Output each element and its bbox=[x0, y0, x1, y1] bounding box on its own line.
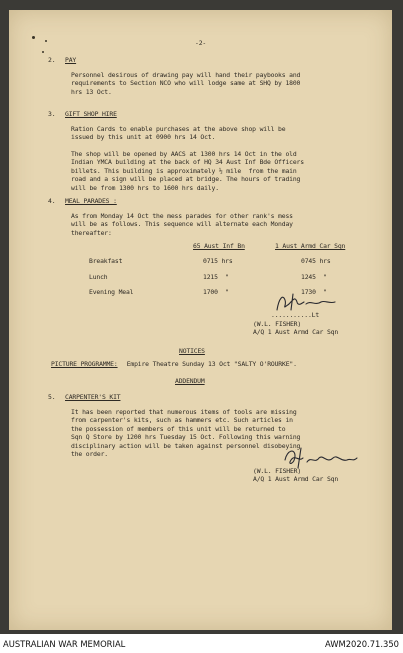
table-cell: 0715 hrs bbox=[203, 257, 233, 265]
section-number: 3. bbox=[48, 110, 56, 118]
signature-line: ...........Lt bbox=[271, 311, 320, 319]
table-cell: 1700 " bbox=[203, 288, 229, 296]
picture-programme-label: PICTURE PROGRAMME: bbox=[51, 360, 118, 368]
table-row-meal: Breakfast bbox=[89, 257, 123, 265]
signatory-name: (W.L. FISHER) bbox=[253, 467, 302, 475]
pay-paragraph: Personnel desirous of drawing pay will hand their paybooks and requirements to Section NCO who will lodge same at SHQ by 1800 hrs 13 Oct. bbox=[71, 71, 301, 96]
page-number: -2- bbox=[195, 39, 207, 47]
section-number: 2. bbox=[48, 56, 56, 64]
carpenters-kit-paragraph: It has been reported that numerous items of tools are missing from carpenter's kits, such as hammers etc. Such articles in the possession of members of this unit will be returned to Sqn Q Store by 1200 hrs Tuesday 15 Oct. Following this warning disciplinary action will be taken against personnel disobeying the order. bbox=[71, 408, 301, 459]
document-page bbox=[9, 10, 392, 630]
punch-mark bbox=[42, 51, 44, 53]
table-cell: 0745 hrs bbox=[301, 257, 331, 265]
archive-name: AUSTRALIAN WAR MEMORIAL bbox=[3, 639, 126, 649]
section-heading-carpenters-kit: CARPENTER'S KIT bbox=[65, 393, 121, 401]
section-heading-gift-shop: GIFT SHOP HIRE bbox=[65, 110, 117, 118]
gift-shop-paragraph-2: The shop will be opened by AACS at 1300 hrs 14 Oct in the old Indian YMCA building at the back of HQ 34 Aust Inf Bde Officers billets. This building is approximately ½ mile from the main road and a sign will be placed at bridge. The hours of trading will be from 1300 hrs to 1600 hrs daily. bbox=[71, 150, 304, 192]
section-number: 4. bbox=[48, 197, 56, 205]
notices-heading: NOTICES bbox=[179, 347, 205, 355]
signatory-name: (W.L. FISHER) bbox=[253, 320, 302, 328]
section-number: 5. bbox=[48, 393, 56, 401]
table-column-header: 1 Aust Armd Car Sqn bbox=[275, 242, 346, 250]
punch-mark bbox=[45, 40, 47, 42]
signatory-unit: A/Q 1 Aust Armd Car Sqn bbox=[253, 475, 339, 483]
table-cell: 1245 " bbox=[301, 273, 327, 281]
archive-caption-bar bbox=[0, 634, 403, 653]
meal-parades-paragraph: As from Monday 14 Oct the mess parades for other rank's mess will be as follows. This sequence will alternate each Monday thereafter: bbox=[71, 212, 293, 237]
table-row-meal: Evening Meal bbox=[89, 288, 134, 296]
punch-mark bbox=[32, 36, 35, 39]
catalogue-number: AWM2020.71.350 bbox=[324, 639, 399, 649]
section-heading-pay: PAY bbox=[65, 56, 77, 64]
table-cell: 1730 " bbox=[301, 288, 327, 296]
picture-programme-text: Empire Theatre Sunday 13 Oct "SALTY O'ROURKE". bbox=[123, 360, 297, 368]
signatory-unit: A/Q 1 Aust Armd Car Sqn bbox=[253, 328, 339, 336]
table-cell: 1215 " bbox=[203, 273, 229, 281]
addendum-heading: ADDENDUM bbox=[175, 377, 205, 385]
section-heading-meal-parades: MEAL PARADES : bbox=[65, 197, 117, 205]
table-column-header: 65 Aust Inf Bn bbox=[193, 242, 245, 250]
gift-shop-paragraph-1: Ration Cards to enable purchases at the above shop will be issued by this unit at 0900 hrs 14 Oct. bbox=[71, 125, 286, 142]
table-row-meal: Lunch bbox=[89, 273, 108, 281]
